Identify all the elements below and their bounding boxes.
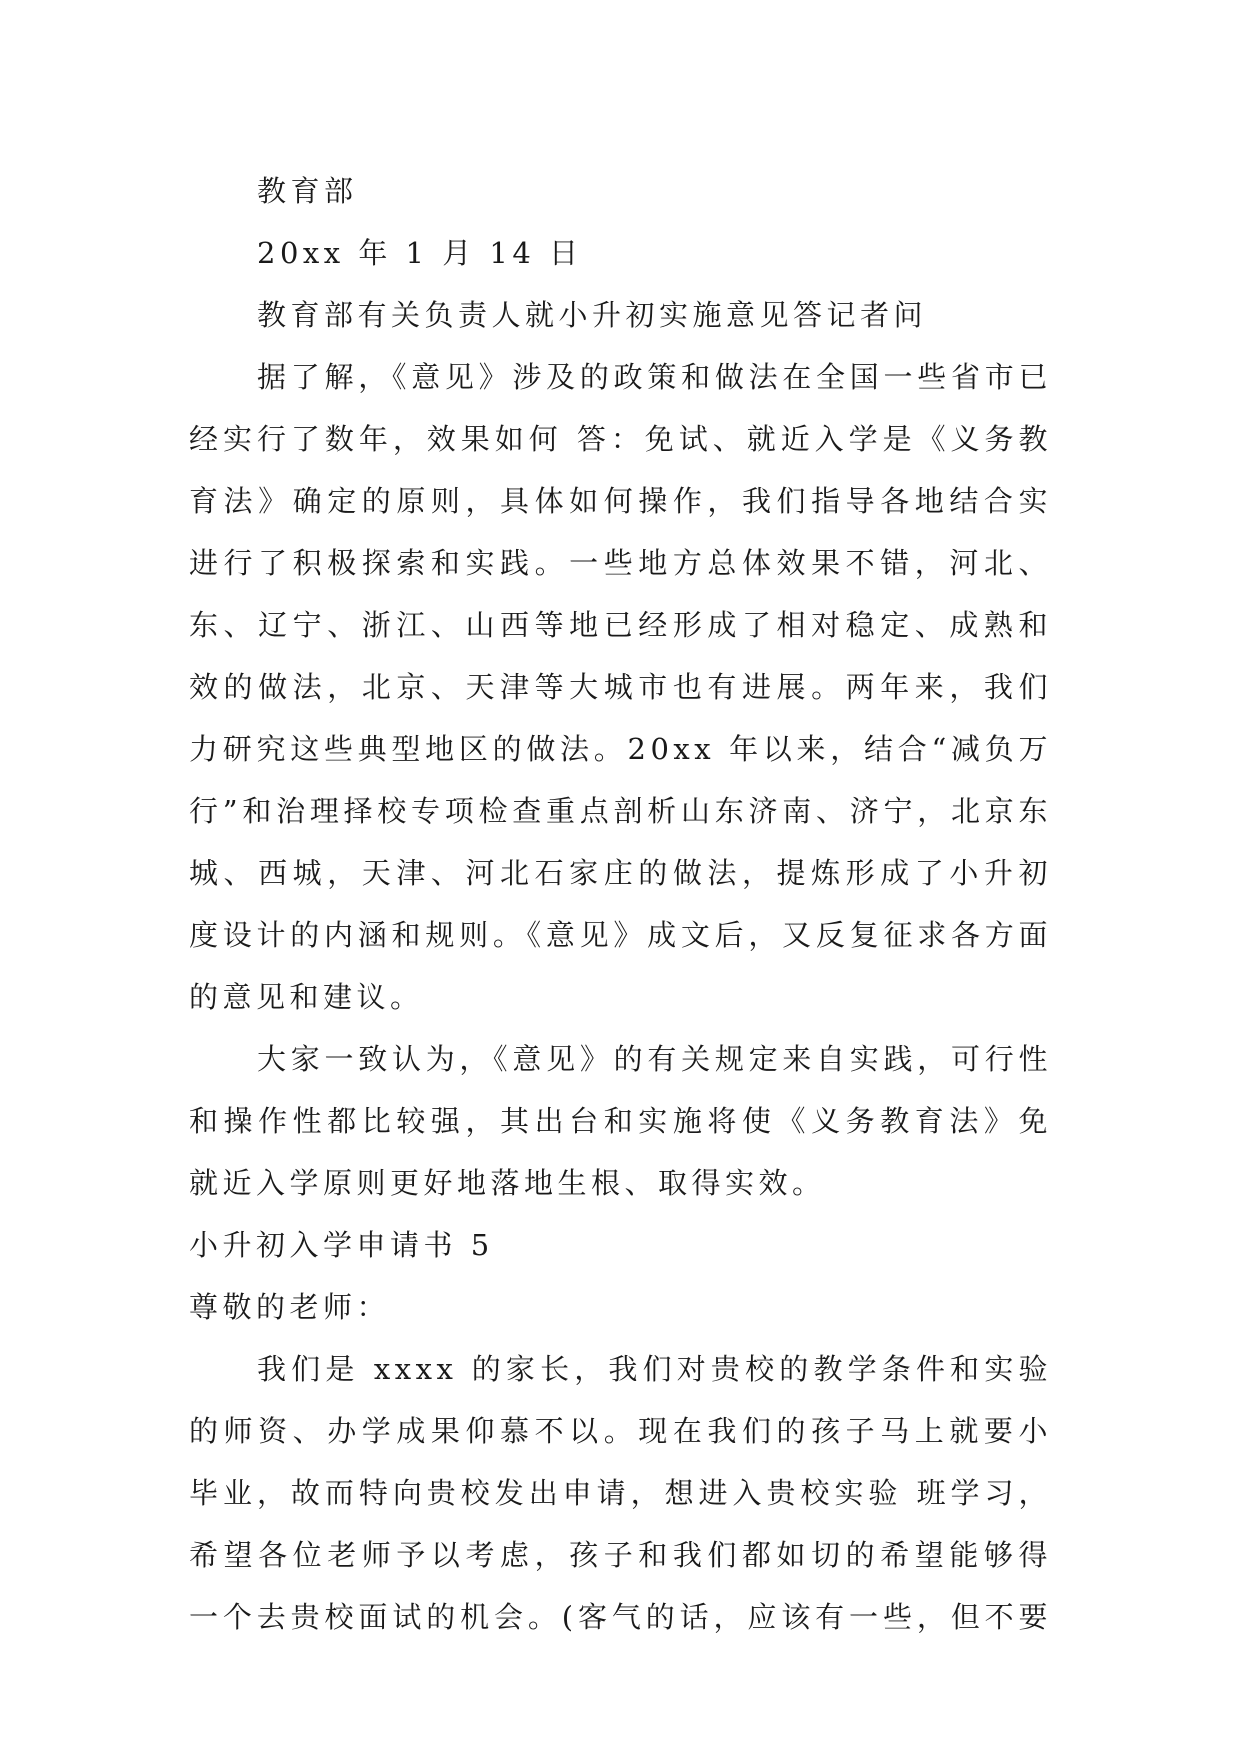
text-line: 据了解，《意见》涉及的政策和做法在全国一些省市已 <box>257 360 1052 394</box>
text-line: 教育部有关负责人就小升初实施意见答记者问 <box>257 298 928 332</box>
text-line: 的意见和建议。 <box>189 980 424 1014</box>
text-line: 效的做法，北京、天津等大城市也有进展。两年来，我们 <box>189 670 1052 704</box>
text-line: 大家一致认为，《意见》的有关规定来自实践，可行性 <box>257 1042 1052 1076</box>
text-line: 毕业，故而特向贵校发出申请，想进入贵校实验 班学习， <box>189 1476 1052 1510</box>
text-line: 教育部 <box>257 174 358 208</box>
text-line: 经实行了数年，效果如何 答：免试、就近入学是《义务教 <box>189 422 1052 456</box>
text-line: 进行了积极探索和实践。一些地方总体效果不错，河北、 <box>189 546 1052 580</box>
text-line: 的师资、办学成果仰慕不以。现在我们的孩子马上就要小 <box>189 1414 1052 1448</box>
document-body <box>189 160 1052 1648</box>
text-line: 希望各位老师予以考虑，孩子和我们都如切的希望能够得 <box>189 1538 1052 1572</box>
text-line: 就近入学原则更好地落地生根、取得实效。 <box>189 1166 826 1200</box>
text-line: 度设计的内涵和规则。《意见》成文后，又反复征求各方面 <box>189 918 1052 952</box>
text-line: 20xx 年 1 月 14 日 <box>257 236 583 270</box>
text-line: 力研究这些典型地区的做法。20xx 年以来，结合“减负万 <box>189 732 1052 766</box>
text-line: 和操作性都比较强，其出台和实施将使《义务教育法》免 <box>189 1104 1052 1138</box>
salutation: 尊敬的老师： <box>189 1290 391 1324</box>
text-line: 一个去贵校面试的机会。(客气的话，应该有一些，但不要 <box>189 1600 1052 1634</box>
text-line: 我们是 xxxx 的家长，我们对贵校的教学条件和实验 <box>257 1352 1052 1386</box>
text-line: 行”和治理择校专项检查重点剖析山东济南、济宁，北京东 <box>189 794 1052 828</box>
section-heading: 小升初入学申请书 5 <box>189 1228 494 1262</box>
text-line: 东、辽宁、浙江、山西等地已经形成了相对稳定、成熟和 <box>189 608 1052 642</box>
text-line: 育法》确定的原则，具体如何操作，我们指导各地结合实 <box>189 484 1052 518</box>
text-line: 城、西城，天津、河北石家庄的做法，提炼形成了小升初 <box>189 856 1052 890</box>
